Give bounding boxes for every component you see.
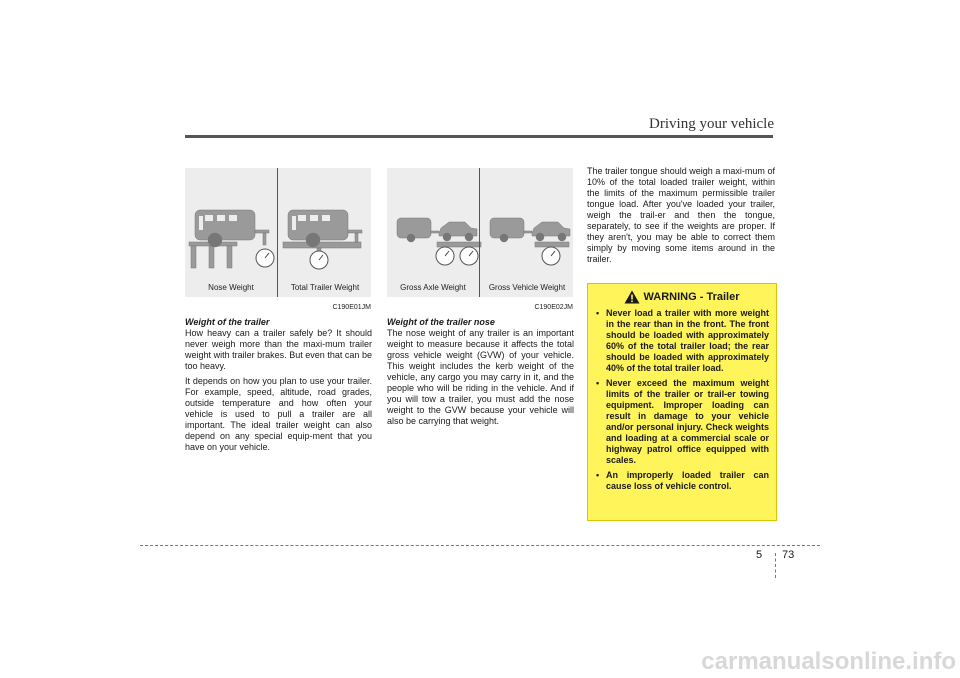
warning-list <box>594 308 769 492</box>
figure-vehicle-weight <box>387 168 573 311</box>
column-weight-of-trailer <box>185 317 372 457</box>
warning-title: WARNING - Trailer <box>643 291 740 303</box>
caption-total-trailer-weight: Total Trailer Weight <box>290 283 360 292</box>
column-tongue-weight <box>587 166 775 269</box>
warning-header <box>594 290 769 304</box>
caption-gross-vehicle-weight: Gross Vehicle Weight <box>488 283 566 292</box>
warning-item: • Never exceed the maximum weight limits of the trailer or trail-er towing equipment. Improper loading can result in damage to your vehicle and/or personal injury. Check weights and loading at a commercial scale or highway patrol office equipped with scales. <box>594 378 769 466</box>
paragraph: It depends on how you plan to use your trailer. For example, speed, altitude, road grades, outside temperature and how often your vehicle is used to pull a trailer are all important. The ideal trailer weight can also depend on any special equip-ment that you have on your vehicle. <box>185 376 372 452</box>
section-number: 5 <box>756 549 763 561</box>
section-heading: Weight of the trailer <box>185 317 270 327</box>
vehicle-trailer-illustration <box>387 168 573 297</box>
caption-nose-weight: Nose Weight <box>208 283 254 292</box>
page-number: 73 <box>782 549 795 561</box>
warning-item: • An improperly loaded trailer can cause loss of vehicle control. <box>594 470 769 492</box>
footer-divider <box>775 553 776 578</box>
figure-trailer-weight <box>185 168 371 311</box>
figure-code: C190E02JM <box>534 304 573 311</box>
paragraph: How heavy can a trailer safely be? It should never weigh more than the maxi-mum trailer weight with trailer brakes. But even that can be too heavy. <box>185 328 372 371</box>
warning-box <box>587 283 777 521</box>
figure-code: C190E01JM <box>332 304 371 311</box>
section-heading: Weight of the trailer nose <box>387 317 495 327</box>
warning-item: • Never load a trailer with more weight in the rear than in the front. The front should be loaded with approximately 60% of the total trailer load; the rear should be loaded with approximately 40% of the total trailer load. <box>594 308 769 374</box>
column-trailer-nose <box>387 317 574 431</box>
footer-rule <box>140 545 820 546</box>
paragraph: The nose weight of any trailer is an important weight to measure because it affects the total gross vehicle weight (GVW) of your vehicle. This weight includes the kerb weight of the vehicle, any cargo you may carry in it, and the people who will be riding in the vehicle. And if you will tow a trailer, you must add the nose weight to the GVW because your vehicle will also be carrying that weight. <box>387 328 574 426</box>
watermark: carmanualsonline.info <box>701 648 956 675</box>
header-rule <box>185 135 773 138</box>
trailer-illustration <box>185 168 371 297</box>
caption-gross-axle-weight: Gross Axle Weight <box>400 283 466 292</box>
figure-divider <box>277 168 278 297</box>
warning-triangle-icon <box>624 290 640 304</box>
figure-divider <box>479 168 480 297</box>
page-header-title: Driving your vehicle <box>649 116 774 132</box>
paragraph: The trailer tongue should weigh a maxi-mum of 10% of the total loaded trailer weight, within the limits of the maximum permissible trailer tongue load. After you've loaded your trailer, weigh the trail-er and then the tongue, separately, to see if the weights are proper. If they aren't, you may be able to correct them simply by moving some items around in the trailer. <box>587 166 775 264</box>
